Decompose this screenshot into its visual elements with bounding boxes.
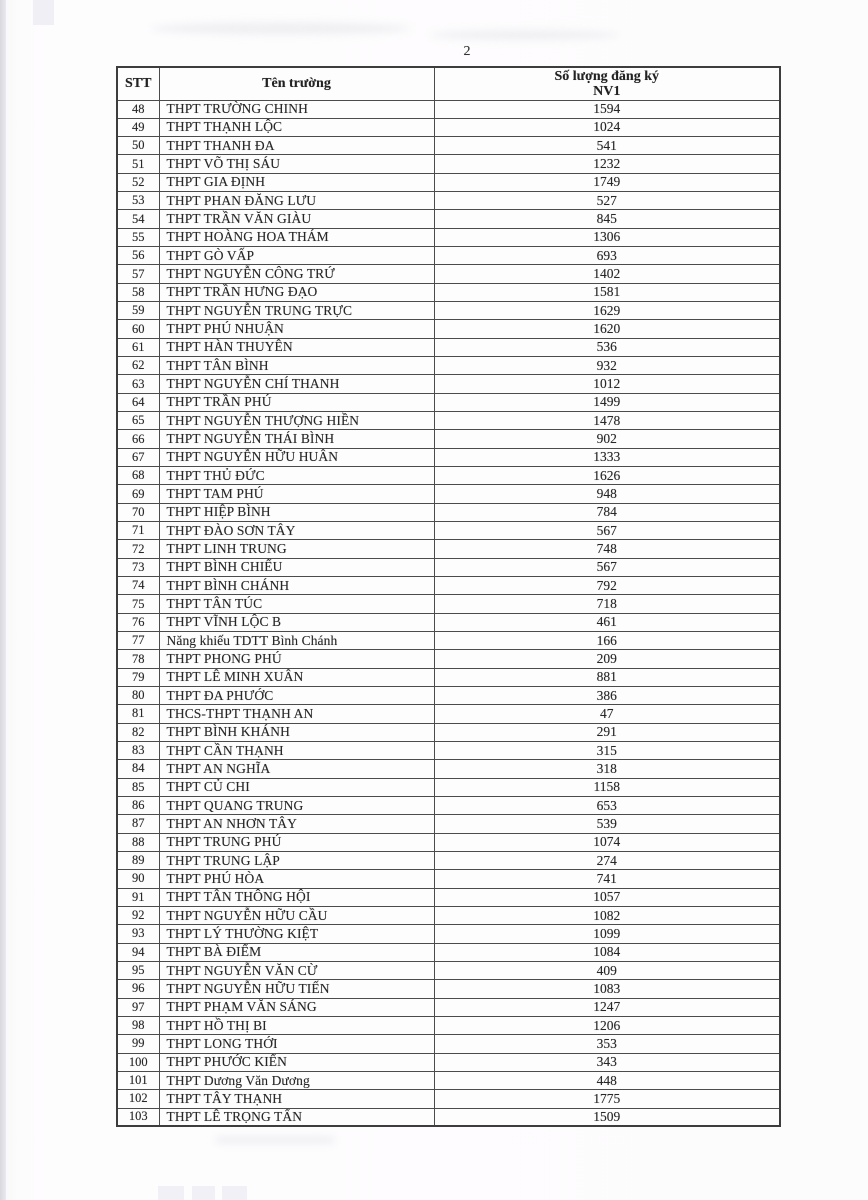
scan-artifact <box>150 22 410 35</box>
school-name-cell: THPT TÂN THÔNG HỘI <box>159 888 434 906</box>
row-stt-cell: 70 <box>117 503 159 521</box>
row-stt-cell: 101 <box>117 1071 159 1089</box>
registration-count-cell: 881 <box>434 668 780 686</box>
school-name-cell: THPT THANH ĐA <box>159 137 434 155</box>
table-row <box>117 485 780 503</box>
school-name-cell: THPT TRUNG LẬP <box>159 851 434 869</box>
registration-count-cell: 386 <box>434 687 780 705</box>
school-name-cell: THPT LÝ THƯỜNG KIỆT <box>159 925 434 943</box>
registration-count-cell: 653 <box>434 796 780 814</box>
row-stt-cell: 77 <box>117 632 159 650</box>
row-stt-cell: 78 <box>117 650 159 668</box>
row-stt-cell: 48 <box>117 100 159 118</box>
bottom-ui-fragment <box>222 1186 247 1200</box>
school-name-cell: THPT NGUYỄN HỮU CẦU <box>159 906 434 924</box>
header-school-name: Tên trường <box>159 67 434 100</box>
school-name-cell: THPT NGUYỄN CHÍ THANH <box>159 375 434 393</box>
registration-count-cell: 1012 <box>434 375 780 393</box>
registration-count-cell: 1402 <box>434 265 780 283</box>
table-row <box>117 210 780 228</box>
row-stt-cell: 74 <box>117 577 159 595</box>
registration-count-cell: 274 <box>434 851 780 869</box>
registration-count-cell: 1620 <box>434 320 780 338</box>
registration-count-cell: 1509 <box>434 1108 780 1126</box>
row-stt-cell: 69 <box>117 485 159 503</box>
row-stt-cell: 94 <box>117 943 159 961</box>
table-row <box>117 687 780 705</box>
table-row <box>117 338 780 356</box>
row-stt-cell: 53 <box>117 192 159 210</box>
row-stt-cell: 79 <box>117 668 159 686</box>
table-row <box>117 613 780 631</box>
registration-count-cell: 718 <box>434 595 780 613</box>
table-row <box>117 137 780 155</box>
table-row <box>117 1035 780 1053</box>
registration-count-cell: 1626 <box>434 467 780 485</box>
row-stt-cell: 56 <box>117 247 159 265</box>
table-row <box>117 393 780 411</box>
table-row <box>117 906 780 924</box>
row-stt-cell: 76 <box>117 613 159 631</box>
registration-count-cell: 948 <box>434 485 780 503</box>
table-row <box>117 1090 780 1108</box>
registration-count-cell: 539 <box>434 815 780 833</box>
registration-count-cell: 353 <box>434 1035 780 1053</box>
school-name-cell: THPT PHƯỚC KIỂN <box>159 1053 434 1071</box>
row-stt-cell: 86 <box>117 796 159 814</box>
school-name-cell: THPT LÊ TRỌNG TẤN <box>159 1108 434 1126</box>
row-stt-cell: 82 <box>117 723 159 741</box>
row-stt-cell: 91 <box>117 888 159 906</box>
row-stt-cell: 64 <box>117 393 159 411</box>
row-stt-cell: 97 <box>117 998 159 1016</box>
table-row <box>117 247 780 265</box>
school-name-cell: THPT TRẦN PHÚ <box>159 393 434 411</box>
table-row <box>117 192 780 210</box>
registration-count-cell: 693 <box>434 247 780 265</box>
table-row <box>117 540 780 558</box>
row-stt-cell: 52 <box>117 173 159 191</box>
row-stt-cell: 103 <box>117 1108 159 1126</box>
school-name-cell: THPT NGUYỄN HỮU TIẾN <box>159 980 434 998</box>
table-row <box>117 1071 780 1089</box>
registration-count-cell: 1775 <box>434 1090 780 1108</box>
school-name-cell: THPT TÂY THẠNH <box>159 1090 434 1108</box>
registration-count-cell: 845 <box>434 210 780 228</box>
row-stt-cell: 88 <box>117 833 159 851</box>
registration-count-cell: 567 <box>434 558 780 576</box>
registration-count-cell: 209 <box>434 650 780 668</box>
table-row <box>117 577 780 595</box>
school-name-cell: THPT NGUYỄN TRUNG TRỰC <box>159 302 434 320</box>
school-name-cell: THPT TRẦN HƯNG ĐẠO <box>159 283 434 301</box>
table-row <box>117 448 780 466</box>
school-name-cell: Năng khiếu TDTT Bình Chánh <box>159 632 434 650</box>
page-number: 2 <box>463 44 471 59</box>
registration-count-cell: 1247 <box>434 998 780 1016</box>
school-name-cell: THPT TÂN TÚC <box>159 595 434 613</box>
table-row <box>117 851 780 869</box>
header-stt: STT <box>117 67 159 100</box>
row-stt-cell: 96 <box>117 980 159 998</box>
registration-count-cell: 1629 <box>434 302 780 320</box>
registration-count-cell: 1074 <box>434 833 780 851</box>
table-row <box>117 943 780 961</box>
school-name-cell: THPT PHẠM VĂN SÁNG <box>159 998 434 1016</box>
school-name-cell: THPT NGUYỄN CÔNG TRỨ <box>159 265 434 283</box>
table-row <box>117 228 780 246</box>
school-name-cell: THPT BÌNH CHÁNH <box>159 577 434 595</box>
registration-count-cell: 315 <box>434 741 780 759</box>
row-stt-cell: 63 <box>117 375 159 393</box>
table-row <box>117 870 780 888</box>
table-row <box>117 302 780 320</box>
school-name-cell: THPT AN NHƠN TÂY <box>159 815 434 833</box>
table-row <box>117 100 780 118</box>
school-name-cell: THPT ĐÀO SƠN TÂY <box>159 522 434 540</box>
row-stt-cell: 55 <box>117 228 159 246</box>
table-row <box>117 558 780 576</box>
school-name-cell: THPT THỦ ĐỨC <box>159 467 434 485</box>
row-stt-cell: 62 <box>117 357 159 375</box>
row-stt-cell: 73 <box>117 558 159 576</box>
school-name-cell: THPT TÂN BÌNH <box>159 357 434 375</box>
school-name-cell: THPT THẠNH LỘC <box>159 118 434 136</box>
registration-count-cell: 1082 <box>434 906 780 924</box>
school-name-cell: THPT ĐA PHƯỚC <box>159 687 434 705</box>
registration-count-cell: 461 <box>434 613 780 631</box>
school-name-cell: THPT TAM PHÚ <box>159 485 434 503</box>
table-row <box>117 522 780 540</box>
table-row <box>117 118 780 136</box>
table-row <box>117 668 780 686</box>
school-name-cell: THPT Dương Văn Dương <box>159 1071 434 1089</box>
table-row <box>117 265 780 283</box>
registration-count-cell: 902 <box>434 430 780 448</box>
table-row <box>117 173 780 191</box>
header-count-line1: Số lượng đăng ký <box>554 68 659 84</box>
row-stt-cell: 83 <box>117 741 159 759</box>
school-name-cell: THPT PHÚ NHUẬN <box>159 320 434 338</box>
registration-count-cell: 1333 <box>434 448 780 466</box>
registration-count-cell: 1206 <box>434 1016 780 1034</box>
row-stt-cell: 80 <box>117 687 159 705</box>
school-name-cell: THPT HOÀNG HOA THÁM <box>159 228 434 246</box>
school-name-cell: THPT LINH TRUNG <box>159 540 434 558</box>
school-name-cell: THPT LONG THỚI <box>159 1035 434 1053</box>
registration-count-cell: 1024 <box>434 118 780 136</box>
table-row <box>117 980 780 998</box>
table-row <box>117 1016 780 1034</box>
table-row <box>117 1108 780 1126</box>
registration-count-cell: 1232 <box>434 155 780 173</box>
registration-count-cell: 1099 <box>434 925 780 943</box>
table-row <box>117 412 780 430</box>
registration-count-cell: 527 <box>434 192 780 210</box>
table-row <box>117 925 780 943</box>
row-stt-cell: 68 <box>117 467 159 485</box>
registration-count-cell: 748 <box>434 540 780 558</box>
table-row <box>117 357 780 375</box>
row-stt-cell: 87 <box>117 815 159 833</box>
table-row <box>117 796 780 814</box>
registration-count-cell: 567 <box>434 522 780 540</box>
school-name-cell: THPT BÀ ĐIỂM <box>159 943 434 961</box>
school-name-cell: THCS-THPT THẠNH AN <box>159 705 434 723</box>
table-row <box>117 320 780 338</box>
row-stt-cell: 85 <box>117 778 159 796</box>
school-name-cell: THPT HỒ THỊ BI <box>159 1016 434 1034</box>
row-stt-cell: 81 <box>117 705 159 723</box>
school-name-cell: THPT NGUYỄN THÁI BÌNH <box>159 430 434 448</box>
table-row <box>117 283 780 301</box>
school-name-cell: THPT PHAN ĐĂNG LƯU <box>159 192 434 210</box>
row-stt-cell: 98 <box>117 1016 159 1034</box>
school-name-cell: THPT NGUYỄN VĂN CỪ <box>159 961 434 979</box>
row-stt-cell: 57 <box>117 265 159 283</box>
school-name-cell: THPT QUANG TRUNG <box>159 796 434 814</box>
row-stt-cell: 66 <box>117 430 159 448</box>
row-stt-cell: 99 <box>117 1035 159 1053</box>
page-left-edge-shadow <box>0 0 6 1200</box>
row-stt-cell: 49 <box>117 118 159 136</box>
registration-count-cell: 1158 <box>434 778 780 796</box>
registration-count-cell: 166 <box>434 632 780 650</box>
table-header <box>117 67 780 100</box>
school-name-cell: THPT GIA ĐỊNH <box>159 173 434 191</box>
registration-count-cell: 1499 <box>434 393 780 411</box>
table-row <box>117 705 780 723</box>
school-name-cell: THPT VĨNH LỘC B <box>159 613 434 631</box>
registration-count-cell: 741 <box>434 870 780 888</box>
school-name-cell: THPT CẦN THẠNH <box>159 741 434 759</box>
table-row <box>117 650 780 668</box>
bottom-ui-fragment <box>192 1186 215 1200</box>
registration-count-cell: 47 <box>434 705 780 723</box>
row-stt-cell: 58 <box>117 283 159 301</box>
registration-count-cell: 784 <box>434 503 780 521</box>
table-row <box>117 503 780 521</box>
table-row <box>117 998 780 1016</box>
row-stt-cell: 100 <box>117 1053 159 1071</box>
row-stt-cell: 75 <box>117 595 159 613</box>
table-row <box>117 815 780 833</box>
registration-table <box>116 66 781 1127</box>
registration-count-cell: 409 <box>434 961 780 979</box>
row-stt-cell: 71 <box>117 522 159 540</box>
row-stt-cell: 50 <box>117 137 159 155</box>
registration-count-cell: 1306 <box>434 228 780 246</box>
school-name-cell: THPT TRẦN VĂN GIÀU <box>159 210 434 228</box>
top-left-ui-fragment <box>33 0 54 25</box>
table-row <box>117 1053 780 1071</box>
school-name-cell: THPT NGUYỄN HỮU HUÂN <box>159 448 434 466</box>
registration-count-cell: 318 <box>434 760 780 778</box>
table-row <box>117 375 780 393</box>
registration-count-cell: 1749 <box>434 173 780 191</box>
registration-count-cell: 1057 <box>434 888 780 906</box>
row-stt-cell: 72 <box>117 540 159 558</box>
registration-count-cell: 1594 <box>434 100 780 118</box>
table-row <box>117 741 780 759</box>
registration-count-cell: 1478 <box>434 412 780 430</box>
school-name-cell: THPT TRƯỜNG CHINH <box>159 100 434 118</box>
row-stt-cell: 59 <box>117 302 159 320</box>
row-stt-cell: 93 <box>117 925 159 943</box>
table-row <box>117 888 780 906</box>
school-name-cell: THPT HÀN THUYÊN <box>159 338 434 356</box>
registration-count-cell: 1083 <box>434 980 780 998</box>
header-registration-count <box>434 67 780 100</box>
registration-count-cell: 1581 <box>434 283 780 301</box>
row-stt-cell: 54 <box>117 210 159 228</box>
registration-count-cell: 448 <box>434 1071 780 1089</box>
school-name-cell: THPT AN NGHĨA <box>159 760 434 778</box>
table-row <box>117 760 780 778</box>
header-count-line2: NV1 <box>593 83 621 99</box>
table-row <box>117 632 780 650</box>
table-row <box>117 961 780 979</box>
school-name-cell: THPT NGUYỄN THƯỢNG HIỀN <box>159 412 434 430</box>
school-name-cell: THPT TRUNG PHÚ <box>159 833 434 851</box>
row-stt-cell: 89 <box>117 851 159 869</box>
registration-count-cell: 1084 <box>434 943 780 961</box>
school-name-cell: THPT GÒ VẤP <box>159 247 434 265</box>
school-name-cell: THPT CỦ CHI <box>159 778 434 796</box>
scan-artifact <box>430 30 620 40</box>
table-body <box>117 100 780 1126</box>
table-row <box>117 778 780 796</box>
school-name-cell: THPT LÊ MINH XUÂN <box>159 668 434 686</box>
school-name-cell: THPT VÕ THỊ SÁU <box>159 155 434 173</box>
row-stt-cell: 60 <box>117 320 159 338</box>
row-stt-cell: 84 <box>117 760 159 778</box>
row-stt-cell: 102 <box>117 1090 159 1108</box>
bottom-ui-fragment <box>158 1186 184 1200</box>
school-name-cell: THPT PHÚ HÒA <box>159 870 434 888</box>
table-row <box>117 467 780 485</box>
row-stt-cell: 51 <box>117 155 159 173</box>
school-name-cell: THPT BÌNH CHIỂU <box>159 558 434 576</box>
school-name-cell: THPT HIỆP BÌNH <box>159 503 434 521</box>
table-row <box>117 833 780 851</box>
registration-count-cell: 792 <box>434 577 780 595</box>
school-name-cell: THPT BÌNH KHÁNH <box>159 723 434 741</box>
registration-count-cell: 291 <box>434 723 780 741</box>
row-stt-cell: 65 <box>117 412 159 430</box>
row-stt-cell: 92 <box>117 906 159 924</box>
registration-count-cell: 541 <box>434 137 780 155</box>
table-row <box>117 723 780 741</box>
row-stt-cell: 95 <box>117 961 159 979</box>
table-row <box>117 430 780 448</box>
scan-artifact <box>215 1136 335 1144</box>
row-stt-cell: 67 <box>117 448 159 466</box>
header-row <box>117 67 780 100</box>
registration-count-cell: 343 <box>434 1053 780 1071</box>
table-row <box>117 155 780 173</box>
school-name-cell: THPT PHONG PHÚ <box>159 650 434 668</box>
row-stt-cell: 90 <box>117 870 159 888</box>
table-row <box>117 595 780 613</box>
registration-count-cell: 932 <box>434 357 780 375</box>
registration-count-cell: 536 <box>434 338 780 356</box>
row-stt-cell: 61 <box>117 338 159 356</box>
